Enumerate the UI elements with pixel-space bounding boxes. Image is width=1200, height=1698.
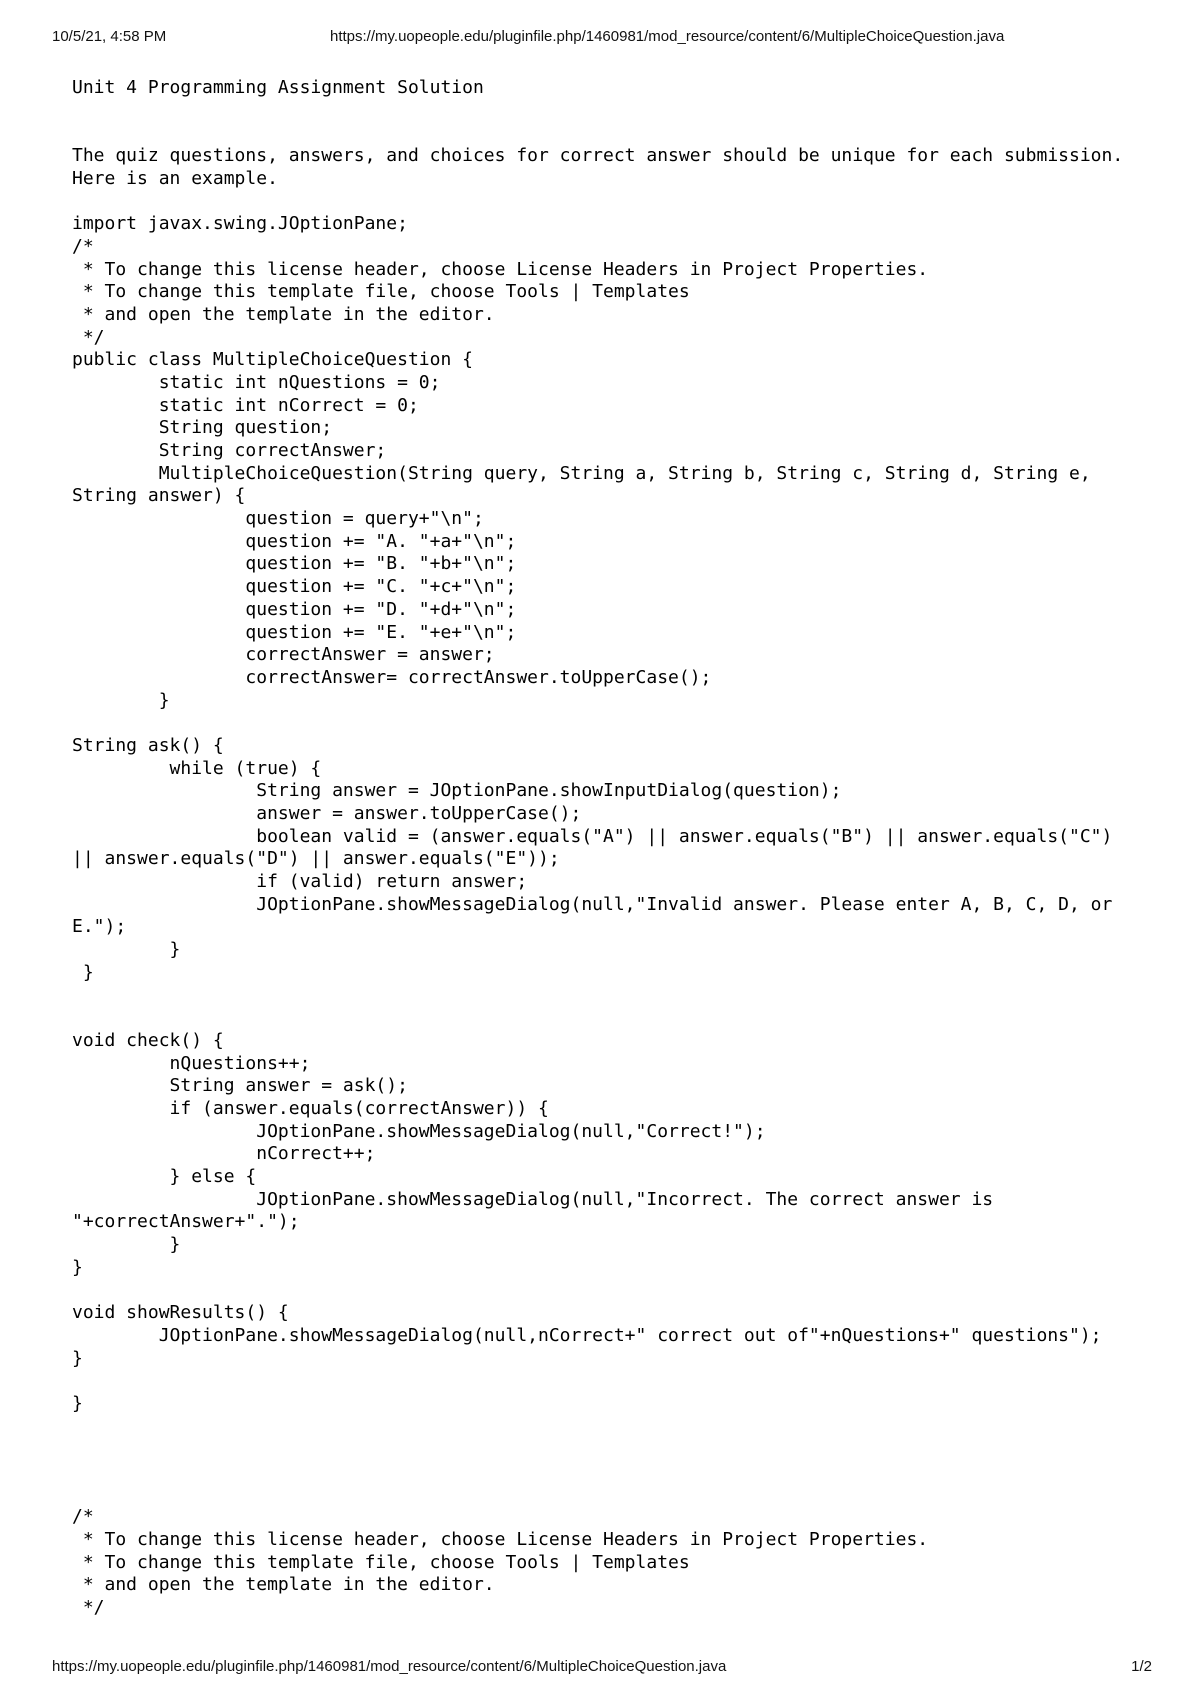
code-line: || answer.equals("D") || answer.equals("E")); [72, 848, 560, 870]
code-line [72, 1438, 1162, 1461]
code-line: "+correctAnswer+"."); [72, 1211, 300, 1233]
print-datetime: 10/5/21, 4:58 PM [52, 28, 167, 45]
code-line: answer = answer.toUpperCase(); [72, 803, 582, 824]
code-line: JOptionPane.showMessageDialog(null,"Incorrect. The correct answer is [72, 1188, 994, 1210]
code-line: while (true) { [72, 757, 322, 779]
code-line: * and open the template in the editor. [72, 1574, 495, 1596]
code-line: * To change this template file, choose Tools | Templates [72, 1551, 690, 1573]
code-line: */ [72, 1597, 105, 1619]
code-line: import javax.swing.JOptionPane; [72, 213, 408, 235]
code-line: } [72, 939, 181, 961]
code-line [72, 1461, 1162, 1484]
code-line: question = query+"\n"; [72, 508, 484, 530]
code-line: */ [72, 326, 105, 348]
code-line: boolean valid = (answer.equals("A") || answer.equals("B") || answer.equals("C") [72, 825, 1113, 847]
code-line: * To change this license header, choose License Headers in Project Properties. [72, 1529, 929, 1550]
code-line: } [72, 1234, 181, 1256]
code-line: JOptionPane.showMessageDialog(null,"Invalid answer. Please enter A, B, C, D, or [72, 893, 1113, 915]
code-line: JOptionPane.showMessageDialog(null,"Correct!"); [72, 1120, 766, 1142]
code-line: Here is an example. [72, 167, 278, 189]
print-header [0, 28, 1200, 48]
code-line: String answer = JOptionPane.showInputDialog(question); [72, 780, 842, 802]
code-line [72, 1484, 1162, 1507]
code-line: } else { [72, 1166, 257, 1187]
code-line [72, 190, 1162, 213]
page-number: 1/2 [1131, 1658, 1152, 1675]
code-line: correctAnswer= correctAnswer.toUpperCase(); [72, 666, 712, 688]
code-line: public class MultipleChoiceQuestion { [72, 349, 473, 371]
code-line: String correctAnswer; [72, 440, 387, 461]
code-line: /* [72, 1506, 94, 1528]
print-footer-url: https://my.uopeople.edu/pluginfile.php/1460981/mod_resource/content/6/MultipleChoiceQuestion.java [52, 1658, 727, 1675]
code-line: if (valid) return answer; [72, 871, 528, 893]
print-footer [0, 1658, 1200, 1678]
code-line: * To change this license header, choose License Headers in Project Properties. [72, 258, 929, 280]
code-line: question += "C. "+c+"\n"; [72, 576, 517, 598]
code-line: static int nCorrect = 0; [72, 394, 419, 416]
code-line [72, 1279, 1162, 1302]
document-body [72, 77, 1162, 1620]
code-line: question += "A. "+a+"\n"; [72, 530, 517, 552]
print-header-url: https://my.uopeople.edu/pluginfile.php/1460981/mod_resource/content/6/MultipleChoiceQuestion.java [330, 28, 1005, 45]
code-line: String answer) { [72, 485, 246, 507]
code-line: void check() { [72, 1029, 224, 1051]
code-line: void showResults() { [72, 1302, 289, 1324]
code-line [72, 1370, 1162, 1393]
code-line: MultipleChoiceQuestion(String query, String a, String b, String c, String d, String e, [72, 462, 1091, 484]
code-line: } [72, 1392, 83, 1414]
code-line: static int nQuestions = 0; [72, 371, 441, 393]
code-line [72, 100, 1162, 123]
code-line: nCorrect++; [72, 1143, 376, 1165]
code-line: correctAnswer = answer; [72, 644, 495, 666]
code-line [72, 1416, 1162, 1439]
code-line: question += "D. "+d+"\n"; [72, 598, 517, 620]
code-line: * and open the template in the editor. [72, 303, 495, 325]
code-line: } [72, 1347, 83, 1369]
code-line: JOptionPane.showMessageDialog(null,nCorrect+" correct out of"+nQuestions+" questions"); [72, 1324, 1102, 1346]
code-line: E."); [72, 916, 127, 938]
code-line: question += "E. "+e+"\n"; [72, 621, 517, 643]
code-line: String question; [72, 417, 333, 439]
code-line: * To change this template file, choose Tools | Templates [72, 281, 690, 303]
code-line: } [72, 689, 170, 711]
code-line: The quiz questions, answers, and choices for correct answer should be unique for each submission. [72, 145, 1124, 167]
code-line [72, 985, 1162, 1008]
code-line: nQuestions++; [72, 1052, 311, 1074]
code-line: String ask() { [72, 734, 224, 756]
code-line: } [72, 961, 94, 983]
code-line: if (answer.equals(correctAnswer)) { [72, 1097, 549, 1119]
code-line [72, 712, 1162, 735]
code-line: } [72, 1256, 83, 1278]
code-line: question += "B. "+b+"\n"; [72, 553, 517, 575]
code-line: String answer = ask(); [72, 1075, 408, 1097]
code-line: Unit 4 Programming Assignment Solution [72, 77, 484, 98]
code-line: /* [72, 235, 94, 257]
code-line [72, 122, 1162, 145]
code-line [72, 1007, 1162, 1030]
